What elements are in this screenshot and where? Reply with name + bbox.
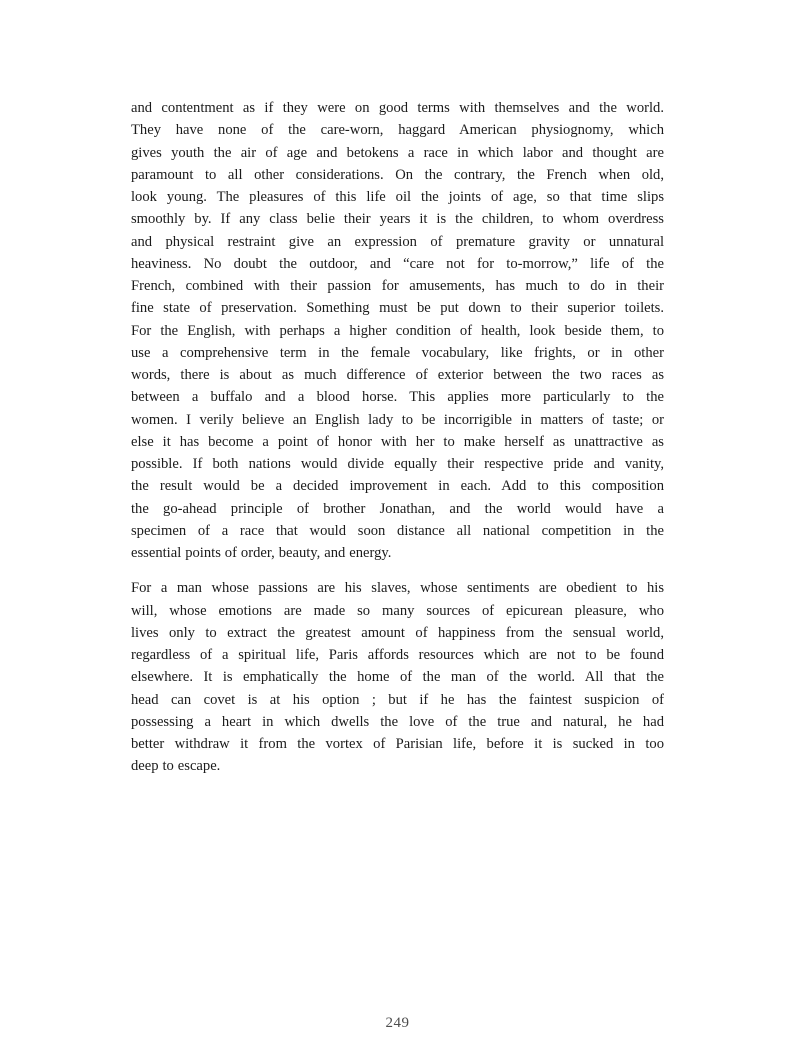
text-line: use a comprehensive term in the female vocabulary, like frights, or in other bbox=[131, 344, 664, 361]
text-line: fine state of preservation. Something must be put down to their superior toilets. bbox=[131, 300, 664, 317]
text-line: paramount to all other considerations. On the contrary, the French when old, bbox=[131, 166, 664, 183]
page-footer bbox=[0, 1014, 795, 1032]
text-line: and physical restraint give an expression of premature gravity or unnatural bbox=[131, 233, 664, 250]
text-line: smoothly by. If any class belie their years it is the children, to whom overdress bbox=[131, 211, 664, 228]
text-line: heaviness. No doubt the outdoor, and “care not for to-morrow,” life of the bbox=[131, 255, 664, 272]
text-line: essential points of order, beauty, and energy. bbox=[131, 545, 392, 561]
text-line: the result would be a decided improvement in each. Add to this composition bbox=[131, 478, 664, 495]
text-line: better withdraw it from the vortex of Parisian life, before it is sucked in too bbox=[131, 736, 664, 752]
page-number: 249 bbox=[385, 1015, 410, 1031]
text-line: specimen of a race that would soon distance all national competition in the bbox=[131, 522, 664, 539]
text-line: possible. If both nations would divide equally their respective pride and vanity, bbox=[131, 456, 664, 472]
paragraph bbox=[131, 577, 664, 777]
text-line: French, combined with their passion for amusements, has much to do in their bbox=[131, 278, 664, 294]
text-line: They have none of the care-worn, haggard American physiognomy, which bbox=[131, 122, 664, 139]
text-line: For a man whose passions are his slaves, whose sentiments are obedient to his bbox=[131, 580, 664, 597]
text-line: regardless of a spiritual life, Paris affords resources which are not to be found bbox=[131, 647, 664, 663]
text-line: head can covet is at his option ; but if he has the faintest suspicion of bbox=[131, 691, 664, 708]
text-line: elsewhere. It is emphatically the home of the man of the world. All that the bbox=[131, 669, 664, 686]
text-line: For the English, with perhaps a higher condition of health, look beside them, to bbox=[131, 322, 664, 339]
text-line: women. I verily believe an English lady to be incorrigible in matters of taste; or bbox=[131, 411, 664, 428]
text-line: lives only to extract the greatest amount of happiness from the sensual world, bbox=[131, 624, 664, 641]
text-line: will, whose emotions are made so many sources of epicurean pleasure, who bbox=[131, 602, 664, 619]
text-line: words, there is about as much difference of exterior between the two races as bbox=[131, 367, 664, 383]
paragraph bbox=[131, 97, 664, 564]
text-line: possessing a heart in which dwells the love of the true and natural, he had bbox=[131, 713, 664, 730]
text-line: else it has become a point of honor with her to make herself as unattractive as bbox=[131, 433, 664, 450]
text-line: the go-ahead principle of brother Jonathan, and the world would have a bbox=[131, 500, 664, 517]
text-line: deep to escape. bbox=[131, 758, 221, 775]
text-line: look young. The pleasures of this life oil the joints of age, so that time slips bbox=[131, 189, 664, 205]
text-line: and contentment as if they were on good terms with themselves and the world. bbox=[131, 100, 664, 116]
text-line: gives youth the air of age and betokens a race in which labor and thought are bbox=[131, 144, 664, 161]
text-column bbox=[131, 97, 664, 778]
text-line: between a buffalo and a blood horse. This applies more particularly to the bbox=[131, 389, 664, 406]
